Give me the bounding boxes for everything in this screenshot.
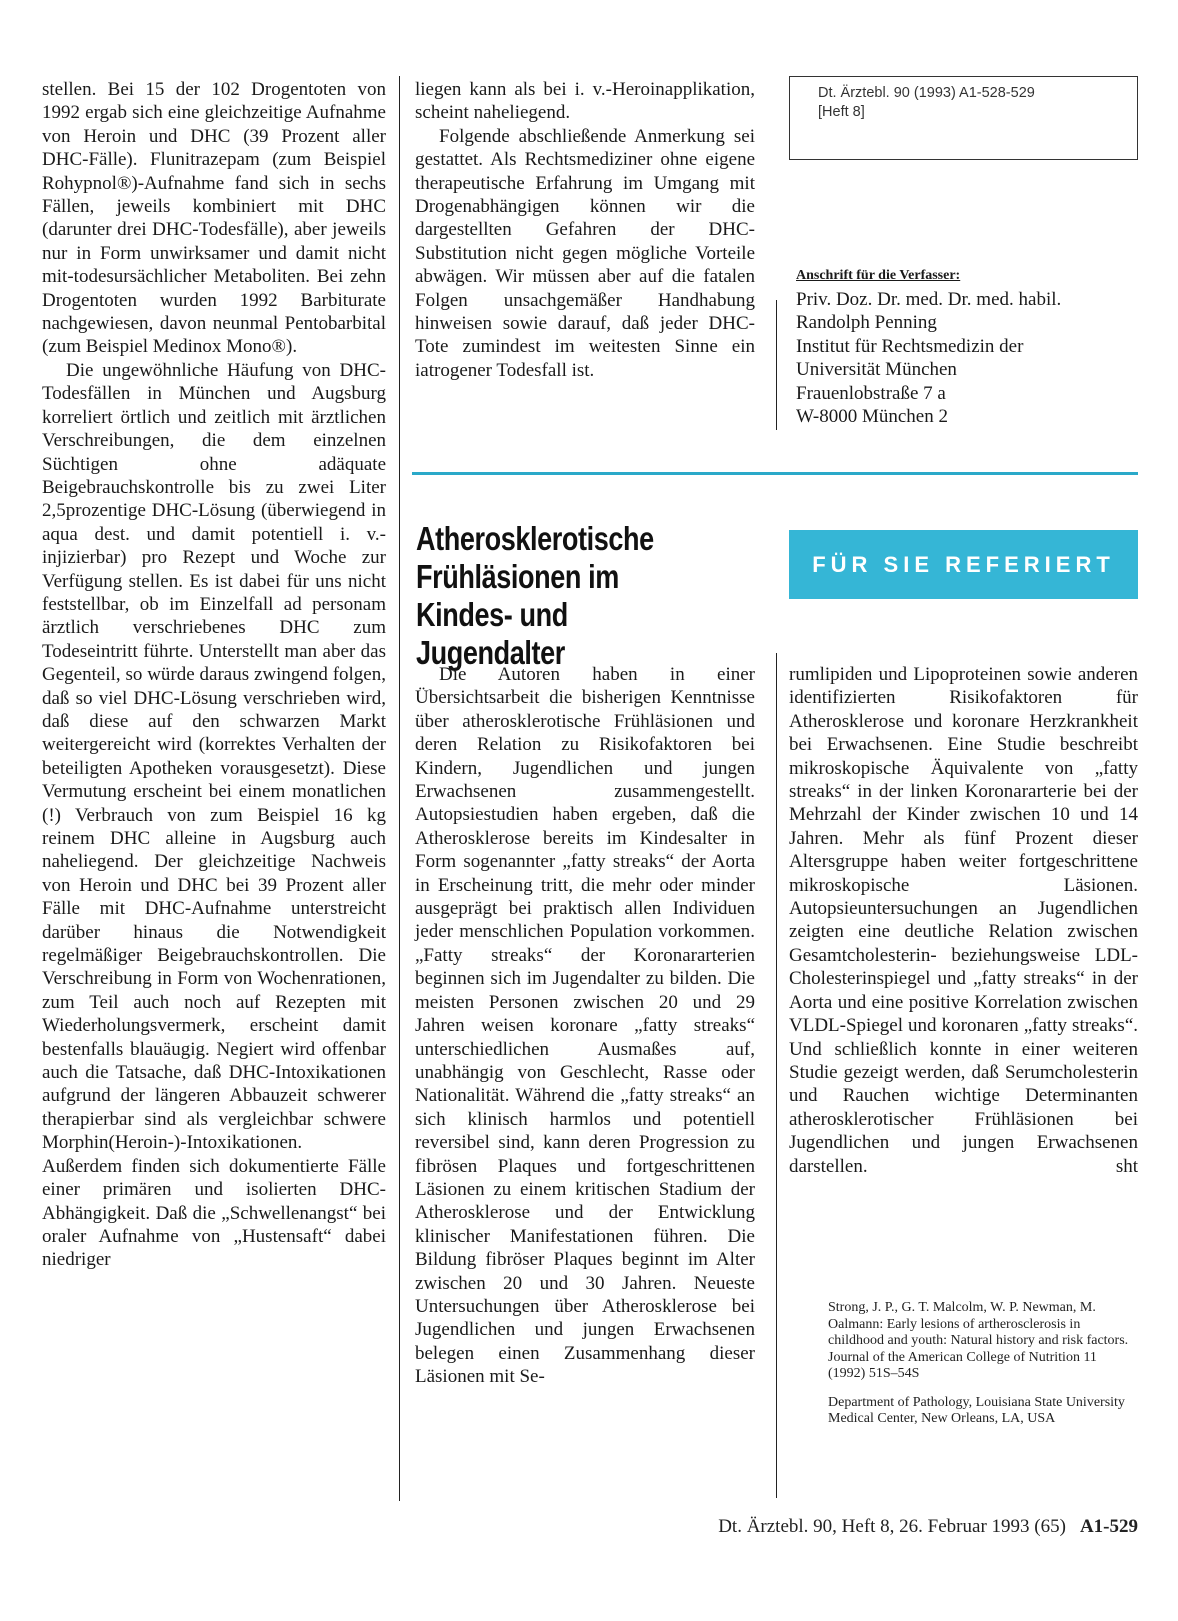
address-label: Anschrift für die Verfasser: [796,268,961,283]
citation-line: [Heft 8] [818,104,865,120]
text-column-3 [415,663,755,1389]
address-line: W-8000 München 2 [796,406,948,428]
address-line: Institut für Rechtsmedizin der [796,335,1024,357]
references [828,1300,1133,1440]
headline-line: Frühläsionen im [416,558,619,595]
reference: Strong, J. P., G. T. Malcolm, W. P. Newman, M. Oalmann: Early lesions of artherosclerosis in childhood and youth: Natural history and risk factors. Journal of the American College of Nutrition 11 (1992) 51S–54S [828,1300,1129,1381]
headline-line: Atherosklerotische [416,520,654,557]
address-line: Frauenlobstraße 7 a [796,382,946,404]
citation-box [789,76,1138,160]
paragraph: stellen. Bei 15 der 102 Drogentoten von 1992 ergab sich eine gleichzeitige Aufnahme von Heroin und DHC (39 Prozent aller DHC-Fälle). Flunitrazepam (zum Beispiel Rohypnol®)-Aufnahme fand sich in sechs Fällen, jeweils kombiniert mit DHC (darunter drei DHC-Todesfälle), aber jeweils nur in Form unwirksamer und damit nicht mit-todesursächlicher Metaboliten. Bei zehn Drogentoten wurden 1992 Barbiturate nachgewiesen, davon neunmal Pentobarbital (zum Beispiel Medinox Mono®). [42,79,386,358]
page-number: A1-529 [1079,1516,1138,1537]
paragraph: Folgende abschließende Anmerkung sei gestattet. Als Rechtsmediziner ohne eigene therapeutische Erfahrung im Umgang mit Drogenabhängigen können wir die dargestellten Gefahren der DHC-Substitution nicht gegen mögliche Vorteile abwägen. Wir müssen aber auf die fatalen Folgen unsachgemäßer Handhabung hinweisen sowie darauf, daß jeder DHC-Tote zumindest im weitesten Sinne ein iatrogener Todesfall ist. [415,125,755,381]
article-headline [416,520,711,672]
citation-line: Dt. Ärztebl. 90 (1993) A1-528-529 [818,85,1035,101]
affiliation: Department of Pathology, Louisiana State University Medical Center, New Orleans, LA, USA [828,1394,1125,1426]
paragraph: liegen kann als bei i. v.-Heroinapplikation, scheint naheliegend. [415,79,755,124]
section-badge: FÜR SIE REFERIERT [789,530,1138,599]
column-divider [399,76,400,1501]
paragraph [789,663,1138,1178]
column-divider [776,653,777,1498]
paragraph-text: rumlipiden und Lipoproteinen sowie anderen identifizierten Risikofaktoren für Atherosklerose und koronare Herzkrankheit bei Erwachsenen. Eine Studie beschreibt mikroskopische Äquivalente von „fatty streaks“ in der linken Koronararterie bei der Mehrzahl der Kinder zwischen 10 und 14 Jahren. Mehr als fünf Prozent dieser Altersgruppe haben weiter fortgeschrittene mikroskopische Läsionen. Autopsieuntersuchungen an Jugendlichen zeigten eine deutliche Relation zwischen Gesamtcholesterin- beziehungsweise LDL-Cholesterinspiegel und „fatty streaks“ in der Aorta und eine positive Korrelation zwischen VLDL-Spiegel und koronaren „fatty streaks“. Und schließlich konnte in einer weiteren Studie gezeigt werden, daß Serumcholesterin und Rauchen wichtige Determinanten atherosklerotischer Frühläsionen bei Jugendlichen und jungen Erwachsenen darstellen. [789,664,1138,1177]
page-footer [640,1516,1138,1538]
section-divider [412,472,1138,475]
author-signature: sht [1115,1155,1138,1177]
address-line: Randolph Penning [796,312,937,334]
paragraph: Die Autoren haben in einer Übersichtsarbeit die bisherigen Kenntnisse über atherosklerotische Frühläsionen und deren Relation zu Risikofaktoren bei Kindern, Jugendlichen und jungen Erwachsenen zusammengestellt. Autopsiestudien haben ergeben, daß die Atherosklerose bereits im Kindesalter in Form sogenannter „fatty streaks“ der Aorta in Erscheinung tritt, die mehr oder minder ausgeprägt bei praktisch allen Individuen jeder menschlichen Population vorkommen. „Fatty streaks“ der Koronararterien beginnen sich im Jugendalter zu bilden. Die meisten Personen zwischen 20 und 29 Jahren weisen koronare „fatty streaks“ unterschiedlichen Ausmaßes auf, unabhängig von Geschlecht, Rasse oder Nationalität. Während die „fatty streaks“ an sich klinisch harmlos und potentiell reversibel sind, kann deren Progression zu fibrösen Plaques und fortgeschrittenen Läsionen zu einem kritischen Stadium der Atherosklerose und der Entwicklung klinischer Manifestationen führen. Die Bildung fibröser Plaques beginnt im Alter zwischen 20 und 30 Jahren. Neueste Untersuchungen über Atherosklerose bei Jugendlichen und jungen Erwachsenen belegen einen Zusammenhang dieser Läsionen mit Se- [415,664,755,1388]
address-line: Priv. Doz. Dr. med. Dr. med. habil. [796,289,1062,310]
text-column-2 [415,78,755,382]
paragraph: Die ungewöhnliche Häufung von DHC-Todesfällen in München und Augsburg korreliert örtlich und zeitlich mit ärztlichen Verschreibungen, die dem einzelnen Süchtigen ohne adäquate Beigebrauchskontrolle bis zu zwei Liter 2,5prozentige DHC-Lösung (überwiegend in aqua dest. und damit potentiell i. v.-injizierbar) pro Rezept und Woche zur Verfügung stellen. Es ist dabei für uns nicht feststellbar, ob im Einzelfall ad personam ärztlich verschriebenes DHC zum Todeseintritt führte. Unterstellt man aber das Gegenteil, so würde daraus zwingend folgen, daß so viel DHC-Lösung verschrieben wird, daß diese auf den schwarzen Markt weitergereicht wird (korrektes Verhalten der beteiligten Apotheken vorausgesetzt). Diese Vermutung erscheint bei einem monatlichen (!) Verbrauch von zum Beispiel 16 kg reinem DHC alleine in Augsburg auch naheliegend. Der gleichzeitige Nachweis von Heroin und DHC bei 39 Prozent aller Fälle mit DHC-Aufnahme unterstreicht darüber hinaus die Notwendigkeit regelmäßiger Beigebrauchskontrollen. Die Verschreibung in Form von Wochenrationen, zum Teil auch noch auf Rezepten mit Wiederholungsvermerk, erscheint damit bestenfalls blauäugig. Negiert wird offenbar auch die Tatsache, daß DHC-Intoxikationen aufgrund der längeren Abbauzeit schwerer therapierbar sind als vergleichbar schwere Morphin(Heroin-)-Intoxikationen. Außerdem finden sich dokumentierte Fälle einer primären und isolierten DHC-Abhängigkeit. Daß die „Schwellenangst“ bei oraler Aufnahme von „Hustensaft“ dabei niedriger [42,359,386,1271]
address-line: Universität München [796,359,957,381]
column-divider [776,300,777,430]
footer-citation: Dt. Ärztebl. 90, Heft 8, 26. Februar 1993 (65) [718,1516,1066,1537]
text-column-4 [789,663,1138,1178]
author-address [796,268,1146,428]
text-column-1 [42,78,386,1272]
headline-line: Kindes- und Jugendalter [416,596,568,671]
